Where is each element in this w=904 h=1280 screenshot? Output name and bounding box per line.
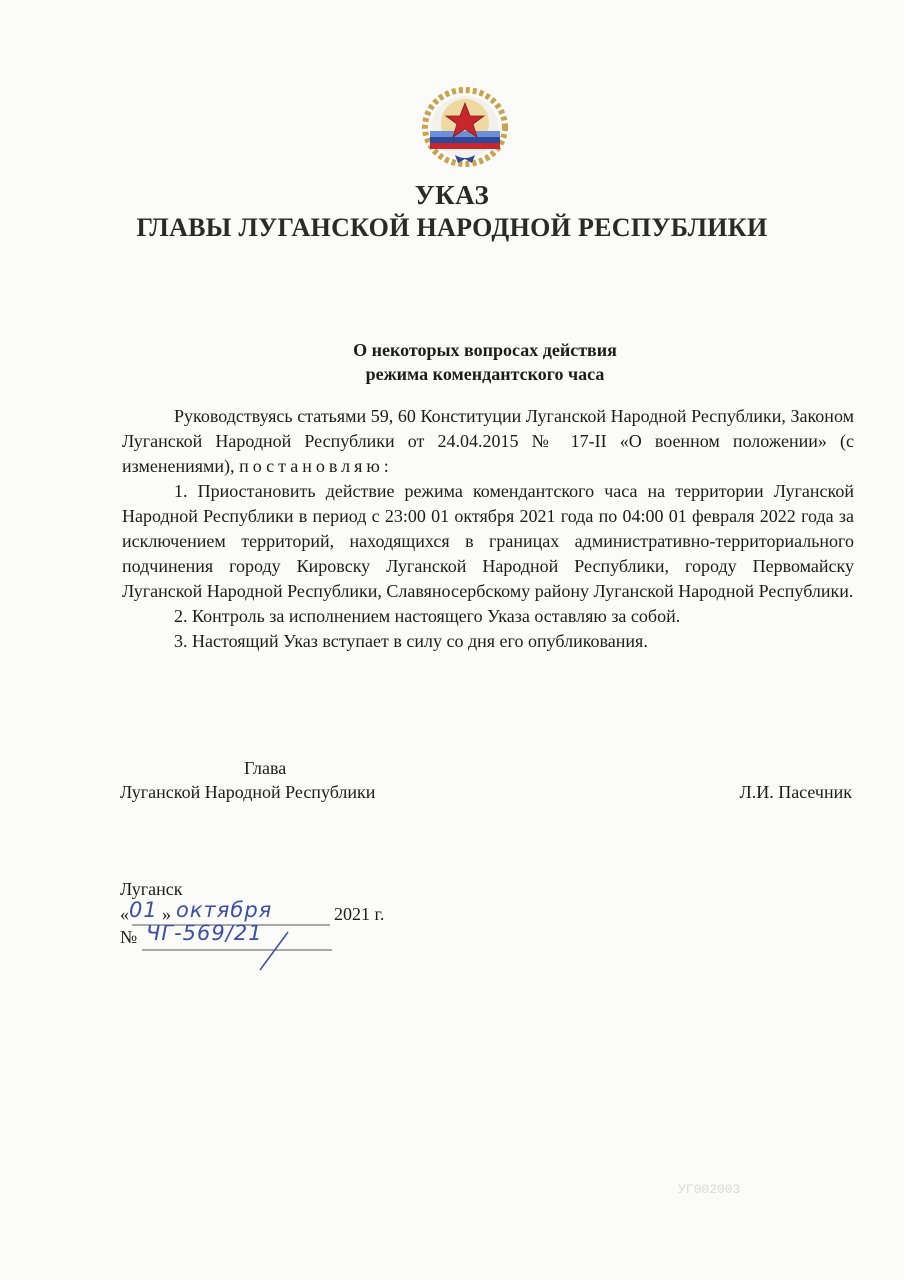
issue-city: Луганск	[120, 879, 183, 899]
document-body	[122, 404, 854, 654]
handwritten-day: 01	[129, 898, 158, 922]
faint-registration-mark: УГ002003	[678, 1182, 741, 1197]
handwritten-month: октября	[176, 898, 273, 922]
decree-number	[120, 921, 420, 956]
document-title-authority: ГЛАВЫ ЛУГАНСКОЙ НАРОДНОЙ РЕСПУБЛИКИ	[136, 213, 768, 242]
date-quote-close: »	[162, 904, 171, 924]
item-2: 2. Контроль за исполнением настоящего Указа оставляю за собой.	[174, 606, 681, 626]
date-year: 2021 г.	[334, 904, 385, 924]
preamble-paragraph	[122, 404, 854, 479]
item-1: 1. Приостановить действие режима комендантского часа на территории Луганской Народной Республики в период с 23:00 01 октября 2021 года по 04:00 01 февраля 2022 года за исключением территорий, находящихся в границах административно-территориального подчинения городу Кировску Луганской Народной Республики, городу Первомайску Луганской Народной Республики, Славяносербскому району Луганской Народной Республики.	[122, 481, 854, 601]
subject-line-2: режима комендантского часа	[365, 364, 605, 384]
decree-word: постановляю:	[239, 456, 393, 476]
date-quote-open: «	[120, 904, 129, 924]
preamble-text: Руководствуясь статьями 59, 60 Конституции Луганской Народной Республики, Законом Луганской Народной Республики от 24.04.2015 № 17-II «О военном положении» (с изменениями),	[122, 406, 854, 476]
document-subject	[0, 338, 904, 386]
item-3: 3. Настоящий Указ вступает в силу со дня его опубликования.	[174, 631, 648, 651]
signatory-organization: Луганской Народной Республики	[120, 782, 376, 802]
handwritten-number: ЧГ-569/21	[146, 921, 263, 945]
number-prefix: №	[120, 927, 138, 947]
signatory-title: Глава	[244, 758, 287, 778]
coat-of-arms-emblem	[418, 85, 512, 167]
subject-line-1: О некоторых вопросах действия	[353, 340, 617, 360]
document-title: УКАЗ	[414, 180, 490, 210]
signatory-name: Л.И. Пасечник	[739, 782, 852, 802]
